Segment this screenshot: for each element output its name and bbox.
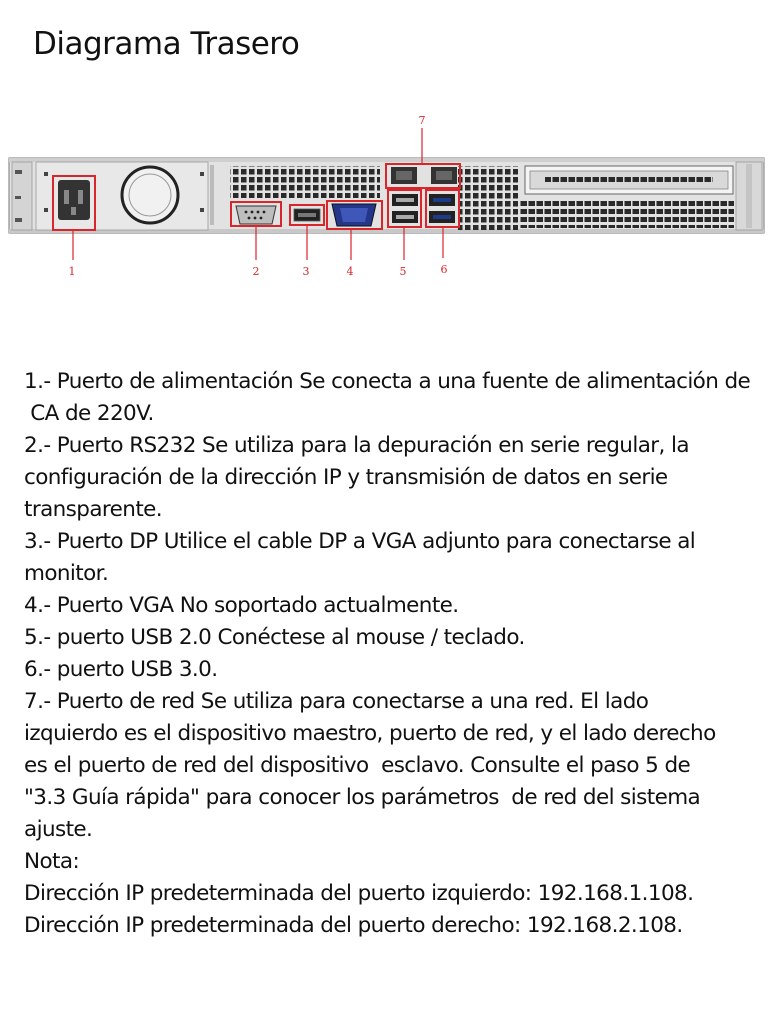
note-right-ip: Dirección IP predeterminada del puerto derecho: 192.168.2.108. (24, 913, 683, 938)
desc-line: 2.- Puerto RS232 Se utiliza para la depuración en serie regular, la (24, 433, 689, 458)
desc-line: CA de 220V. (24, 401, 154, 426)
port-descriptions (24, 366, 760, 942)
desc-line: 4.- Puerto VGA No soportado actualmente. (24, 593, 459, 618)
vent-grid-left (230, 166, 380, 198)
expansion-slot (525, 166, 733, 194)
desc-line: monitor. (24, 561, 109, 586)
vga-port (332, 204, 376, 226)
rs232-port (236, 206, 276, 224)
desc-line: 1.- Puerto de alimentación Se conecta a una fuente de alimentación de (24, 369, 751, 394)
dp-port (294, 209, 320, 221)
desc-line: "3.3 Guía rápida" para conocer los parámetros de red del sistema (24, 785, 701, 810)
rear-panel-diagram (0, 105, 768, 290)
vent-grid-middle (458, 166, 518, 230)
callout-5: 5 (399, 265, 407, 278)
desc-line: es el puerto de red del dispositivo esclavo. Consulte el paso 5 de (24, 753, 691, 778)
desc-line: 6.- puerto USB 3.0. (24, 657, 218, 682)
callout-4: 4 (346, 265, 354, 278)
power-supply (36, 162, 208, 230)
desc-line: 7.- Puerto de red Se utiliza para conectarse a una red. El lado (24, 689, 649, 714)
desc-line: 5.- puerto USB 2.0 Conéctese al mouse / teclado. (24, 625, 525, 650)
desc-line: ajuste. (24, 817, 93, 842)
note-label: Nota: (24, 849, 80, 874)
callout-2: 2 (252, 265, 260, 278)
desc-line: 3.- Puerto DP Utilice el cable DP a VGA adjunto para conectarse al (24, 529, 696, 554)
desc-line: transparente. (24, 497, 163, 522)
callout-1: 1 (68, 265, 76, 278)
desc-line: configuración de la dirección IP y transmisión de datos en serie (24, 465, 668, 490)
callout-6: 6 (440, 263, 448, 276)
note-left-ip: Dirección IP predeterminada del puerto izquierdo: 192.168.1.108. (24, 881, 694, 906)
page-title: Diagrama Trasero (33, 26, 300, 62)
callout-7: 7 (418, 114, 426, 127)
desc-line: izquierdo es el dispositivo maestro, puerto de red, y el lado derecho (24, 721, 716, 746)
vent-grid-right (520, 198, 734, 228)
callout-3: 3 (302, 265, 310, 278)
